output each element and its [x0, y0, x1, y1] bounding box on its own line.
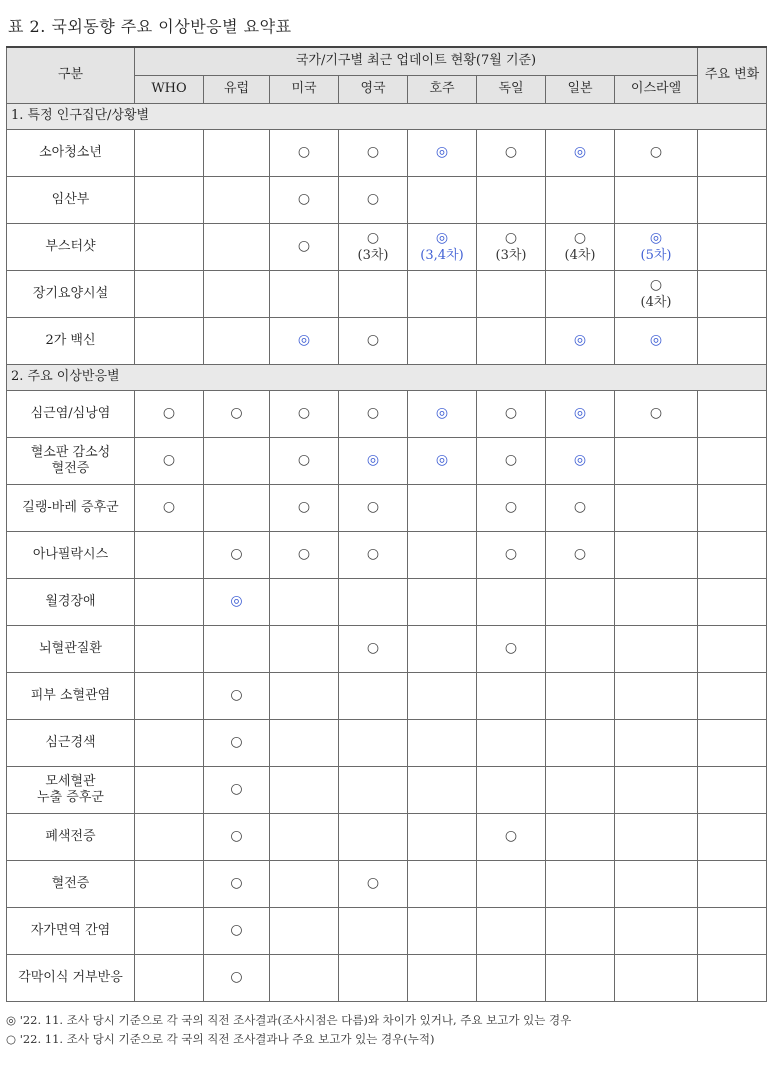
row-label: 2가 백신: [7, 318, 135, 365]
table-body: [7, 104, 767, 1002]
table-cell: [408, 391, 477, 438]
table-cell: [546, 673, 615, 720]
table-cell: [408, 318, 477, 365]
table-cell: [546, 224, 615, 271]
circle-icon: ○: [230, 969, 243, 986]
table-row: [7, 814, 767, 861]
col-europe: 유럽: [204, 76, 270, 104]
section-title: 2. 주요 이상반응별: [7, 365, 767, 391]
circle-icon: ○: [573, 546, 587, 563]
section-header: [7, 365, 767, 391]
table-row: [7, 177, 767, 224]
table-cell: [270, 861, 339, 908]
table-cell: [135, 955, 204, 1002]
table-cell: [615, 861, 698, 908]
table-cell: [270, 673, 339, 720]
row-label: 혈소판 감소성 혈전증: [7, 438, 135, 485]
dose-note: (3,4차): [420, 247, 464, 263]
table-cell: [339, 814, 408, 861]
table-cell: [546, 814, 615, 861]
circle-icon: ○: [504, 640, 518, 657]
table-cell: [408, 271, 477, 318]
circle-icon: ○: [297, 405, 311, 422]
table-cell: [477, 271, 546, 318]
table-cell: [270, 318, 339, 365]
table-cell: [204, 130, 270, 177]
table-cell: [339, 438, 408, 485]
footnote-circle: ○ '22. 11. 조사 당시 기준으로 각 국의 직전 조사결과나 주요 보고가 있는 경우(누적): [6, 1032, 435, 1046]
table-cell: [339, 579, 408, 626]
table-cell: [339, 532, 408, 579]
row-label: 심근경색: [7, 720, 135, 767]
table-row: [7, 532, 767, 579]
table-cell: [477, 908, 546, 955]
table-cell: [339, 673, 408, 720]
table-cell: [615, 485, 698, 532]
table-cell: [270, 485, 339, 532]
circle-icon: ○: [297, 238, 311, 255]
table-cell: [477, 485, 546, 532]
section-header: [7, 104, 767, 130]
table-cell: [477, 673, 546, 720]
double-circle-icon: ◎: [435, 452, 449, 469]
table-cell: [270, 177, 339, 224]
table-row: [7, 579, 767, 626]
table-cell: [546, 861, 615, 908]
table-row: [7, 673, 767, 720]
table-cell: [546, 271, 615, 318]
table-cell: [204, 318, 270, 365]
circle-icon: ○: [366, 332, 380, 349]
table-cell: [270, 814, 339, 861]
circle-icon: ○: [649, 277, 663, 294]
change-cell: [698, 438, 767, 485]
double-circle-icon: ◎: [435, 144, 449, 161]
circle-icon: ○: [297, 546, 311, 563]
table-cell: [135, 438, 204, 485]
change-cell: [698, 673, 767, 720]
row-label: 뇌혈관질환: [7, 626, 135, 673]
table-cell: [270, 391, 339, 438]
table-cell: [204, 485, 270, 532]
table-cell: [270, 438, 339, 485]
double-circle-icon: ◎: [573, 405, 587, 422]
table-cell: [135, 318, 204, 365]
circle-icon: ○: [366, 499, 380, 516]
table-cell: [477, 391, 546, 438]
circle-icon: ○: [504, 405, 518, 422]
table-row: [7, 861, 767, 908]
table-cell: [204, 908, 270, 955]
circle-icon: ○: [162, 405, 176, 422]
circle-icon: ○: [573, 499, 587, 516]
row-label: 모세혈관 누출 증후군: [7, 767, 135, 814]
table-cell: [546, 485, 615, 532]
change-cell: [698, 485, 767, 532]
row-label: 부스터샷: [7, 224, 135, 271]
table-cell: [135, 271, 204, 318]
row-label: 피부 소혈관염: [7, 673, 135, 720]
circle-icon: ○: [297, 452, 311, 469]
row-label: 혈전증: [7, 861, 135, 908]
change-cell: [698, 720, 767, 767]
table-cell: [339, 767, 408, 814]
circle-icon: ○: [504, 452, 518, 469]
circle-icon: ○: [366, 230, 380, 247]
footnote-double-circle: ◎ '22. 11. 조사 당시 기준으로 각 국의 직전 조사결과(조사시점은 다름)와 차이가 있거나, 주요 보고가 있는 경우: [6, 1013, 572, 1027]
circle-icon: ○: [297, 144, 311, 161]
table-cell: [204, 720, 270, 767]
table-cell: [270, 720, 339, 767]
table-cell: [477, 177, 546, 224]
table-cell: [135, 767, 204, 814]
table-cell: [615, 391, 698, 438]
circle-icon: ○: [649, 144, 663, 161]
row-label: 장기요양시설: [7, 271, 135, 318]
table-cell: [135, 391, 204, 438]
change-cell: [698, 391, 767, 438]
double-circle-icon: ◎: [435, 230, 449, 247]
table-cell: [204, 391, 270, 438]
circle-icon: ○: [366, 546, 380, 563]
double-circle-icon: ◎: [297, 332, 311, 349]
circle-icon: ○: [366, 405, 380, 422]
table-cell: [408, 767, 477, 814]
circle-icon: ○: [230, 687, 243, 704]
table-cell: [615, 271, 698, 318]
table-cell: [408, 579, 477, 626]
table-cell: [270, 955, 339, 1002]
double-circle-icon: ◎: [230, 593, 243, 610]
circle-icon: ○: [649, 405, 663, 422]
table-row: [7, 130, 767, 177]
col-japan: 일본: [546, 76, 615, 104]
table-cell: [270, 908, 339, 955]
row-label: 월경장애: [7, 579, 135, 626]
table-cell: [546, 130, 615, 177]
row-label: 폐색전증: [7, 814, 135, 861]
table-row: [7, 908, 767, 955]
table-cell: [615, 579, 698, 626]
change-cell: [698, 626, 767, 673]
dose-note: (3차): [495, 247, 527, 263]
circle-icon: ○: [230, 546, 243, 563]
table-cell: [339, 955, 408, 1002]
section-title: 1. 특정 인구집단/상황별: [7, 104, 767, 130]
circle-icon: ○: [573, 230, 587, 247]
table-cell: [204, 626, 270, 673]
change-cell: [698, 814, 767, 861]
table-cell: [204, 438, 270, 485]
table-cell: [546, 532, 615, 579]
change-cell: [698, 224, 767, 271]
table-cell: [477, 532, 546, 579]
table-cell: [135, 673, 204, 720]
table-cell: [339, 130, 408, 177]
circle-icon: ○: [504, 230, 518, 247]
table-cell: [339, 177, 408, 224]
table-cell: [615, 532, 698, 579]
table-row: [7, 438, 767, 485]
table-cell: [204, 673, 270, 720]
change-cell: [698, 177, 767, 224]
circle-icon: ○: [366, 640, 380, 657]
col-uk: 영국: [339, 76, 408, 104]
table-row: [7, 626, 767, 673]
circle-icon: ○: [504, 144, 518, 161]
table-cell: [477, 318, 546, 365]
table-cell: [204, 271, 270, 318]
table-cell: [204, 224, 270, 271]
circle-icon: ○: [230, 922, 243, 939]
table-cell: [546, 438, 615, 485]
table-cell: [339, 318, 408, 365]
circle-icon: ○: [162, 499, 176, 516]
table-cell: [135, 626, 204, 673]
col-usa: 미국: [270, 76, 339, 104]
table-cell: [204, 579, 270, 626]
col-australia: 호주: [408, 76, 477, 104]
table-cell: [204, 955, 270, 1002]
table-row: [7, 955, 767, 1002]
circle-icon: ○: [297, 499, 311, 516]
table-cell: [546, 318, 615, 365]
row-label: 임산부: [7, 177, 135, 224]
table-cell: [477, 130, 546, 177]
circle-icon: ○: [230, 875, 243, 892]
table-cell: [135, 579, 204, 626]
table-cell: [615, 955, 698, 1002]
table-cell: [615, 767, 698, 814]
table-cell: [270, 532, 339, 579]
row-label: 소아청소년: [7, 130, 135, 177]
table-cell: [204, 767, 270, 814]
circle-icon: ○: [230, 781, 243, 798]
table-cell: [546, 579, 615, 626]
table-cell: [477, 861, 546, 908]
table-cell: [408, 130, 477, 177]
circle-icon: ○: [230, 734, 243, 751]
table-cell: [408, 720, 477, 767]
row-label: 길랭-바레 증후군: [7, 485, 135, 532]
double-circle-icon: ◎: [435, 405, 449, 422]
table-title: 표 2. 국외동향 주요 이상반응별 요약표: [8, 17, 292, 36]
col-israel: 이스라엘: [615, 76, 698, 104]
table-cell: [546, 955, 615, 1002]
table-cell: [615, 814, 698, 861]
table-cell: [135, 224, 204, 271]
dose-note: (3차): [357, 247, 389, 263]
double-circle-icon: ◎: [649, 230, 663, 247]
row-label: 각막이식 거부반응: [7, 955, 135, 1002]
table-cell: [477, 438, 546, 485]
table-cell: [615, 177, 698, 224]
table-cell: [408, 177, 477, 224]
table-cell: [477, 626, 546, 673]
table-cell: [270, 271, 339, 318]
table-cell: [339, 391, 408, 438]
table-row: [7, 271, 767, 318]
table-row: [7, 391, 767, 438]
header-group: 국가/기구별 최근 업데이트 현황(7월 기준): [135, 47, 698, 76]
change-cell: [698, 955, 767, 1002]
double-circle-icon: ◎: [366, 452, 380, 469]
table-cell: [408, 861, 477, 908]
table-cell: [339, 271, 408, 318]
table-cell: [615, 224, 698, 271]
table-cell: [204, 814, 270, 861]
table-row: [7, 720, 767, 767]
table-row: [7, 318, 767, 365]
table-cell: [477, 579, 546, 626]
table-cell: [339, 224, 408, 271]
table-cell: [204, 177, 270, 224]
table-cell: [546, 908, 615, 955]
table-cell: [408, 673, 477, 720]
circle-icon: ○: [230, 828, 243, 845]
table-cell: [135, 861, 204, 908]
table-cell: [270, 579, 339, 626]
table-cell: [204, 861, 270, 908]
table-cell: [546, 391, 615, 438]
change-cell: [698, 130, 767, 177]
change-cell: [698, 908, 767, 955]
row-label: 자가면역 간염: [7, 908, 135, 955]
table-cell: [270, 130, 339, 177]
circle-icon: ○: [366, 875, 380, 892]
table-cell: [135, 720, 204, 767]
circle-icon: ○: [504, 499, 518, 516]
table-cell: [204, 532, 270, 579]
double-circle-icon: ◎: [573, 332, 587, 349]
summary-table: [6, 46, 767, 1002]
table-cell: [270, 626, 339, 673]
change-cell: [698, 532, 767, 579]
table-row: [7, 224, 767, 271]
table-cell: [615, 438, 698, 485]
table-cell: [135, 177, 204, 224]
table-cell: [477, 955, 546, 1002]
table-cell: [339, 485, 408, 532]
table-cell: [408, 224, 477, 271]
table-cell: [408, 485, 477, 532]
table-cell: [339, 861, 408, 908]
table-cell: [477, 767, 546, 814]
circle-icon: ○: [162, 452, 176, 469]
change-cell: [698, 318, 767, 365]
table-cell: [408, 908, 477, 955]
table-cell: [615, 720, 698, 767]
table-cell: [270, 224, 339, 271]
circle-icon: ○: [297, 191, 311, 208]
table-cell: [615, 673, 698, 720]
dose-note: (4차): [564, 247, 596, 263]
col-who: WHO: [135, 76, 204, 104]
double-circle-icon: ◎: [649, 332, 663, 349]
table-cell: [339, 626, 408, 673]
header-change: 주요 변화: [698, 47, 767, 104]
table-cell: [477, 224, 546, 271]
row-label: 심근염/심낭염: [7, 391, 135, 438]
table-cell: [339, 908, 408, 955]
circle-icon: ○: [366, 144, 380, 161]
table-cell: [546, 626, 615, 673]
table-cell: [135, 130, 204, 177]
circle-icon: ○: [504, 546, 518, 563]
header-category: 구분: [7, 47, 135, 104]
table-cell: [615, 318, 698, 365]
double-circle-icon: ◎: [573, 144, 587, 161]
circle-icon: ○: [366, 191, 380, 208]
col-germany: 독일: [477, 76, 546, 104]
change-cell: [698, 271, 767, 318]
table-cell: [408, 532, 477, 579]
table-cell: [408, 814, 477, 861]
table-cell: [339, 720, 408, 767]
table-cell: [135, 814, 204, 861]
table-cell: [135, 485, 204, 532]
dose-note: (5차): [640, 247, 672, 263]
table-cell: [615, 130, 698, 177]
table-cell: [546, 720, 615, 767]
circle-icon: ○: [504, 828, 518, 845]
change-cell: [698, 767, 767, 814]
table-cell: [546, 177, 615, 224]
table-row: [7, 485, 767, 532]
table-cell: [135, 532, 204, 579]
table-cell: [270, 767, 339, 814]
table-cell: [615, 908, 698, 955]
table-cell: [477, 814, 546, 861]
table-cell: [477, 720, 546, 767]
table-cell: [546, 767, 615, 814]
double-circle-icon: ◎: [573, 452, 587, 469]
dose-note: (4차): [640, 294, 672, 310]
table-cell: [408, 955, 477, 1002]
row-label: 아나필락시스: [7, 532, 135, 579]
change-cell: [698, 579, 767, 626]
table-cell: [408, 626, 477, 673]
circle-icon: ○: [230, 405, 243, 422]
table-cell: [615, 626, 698, 673]
table-cell: [408, 438, 477, 485]
change-cell: [698, 861, 767, 908]
table-row: [7, 767, 767, 814]
table-cell: [135, 908, 204, 955]
